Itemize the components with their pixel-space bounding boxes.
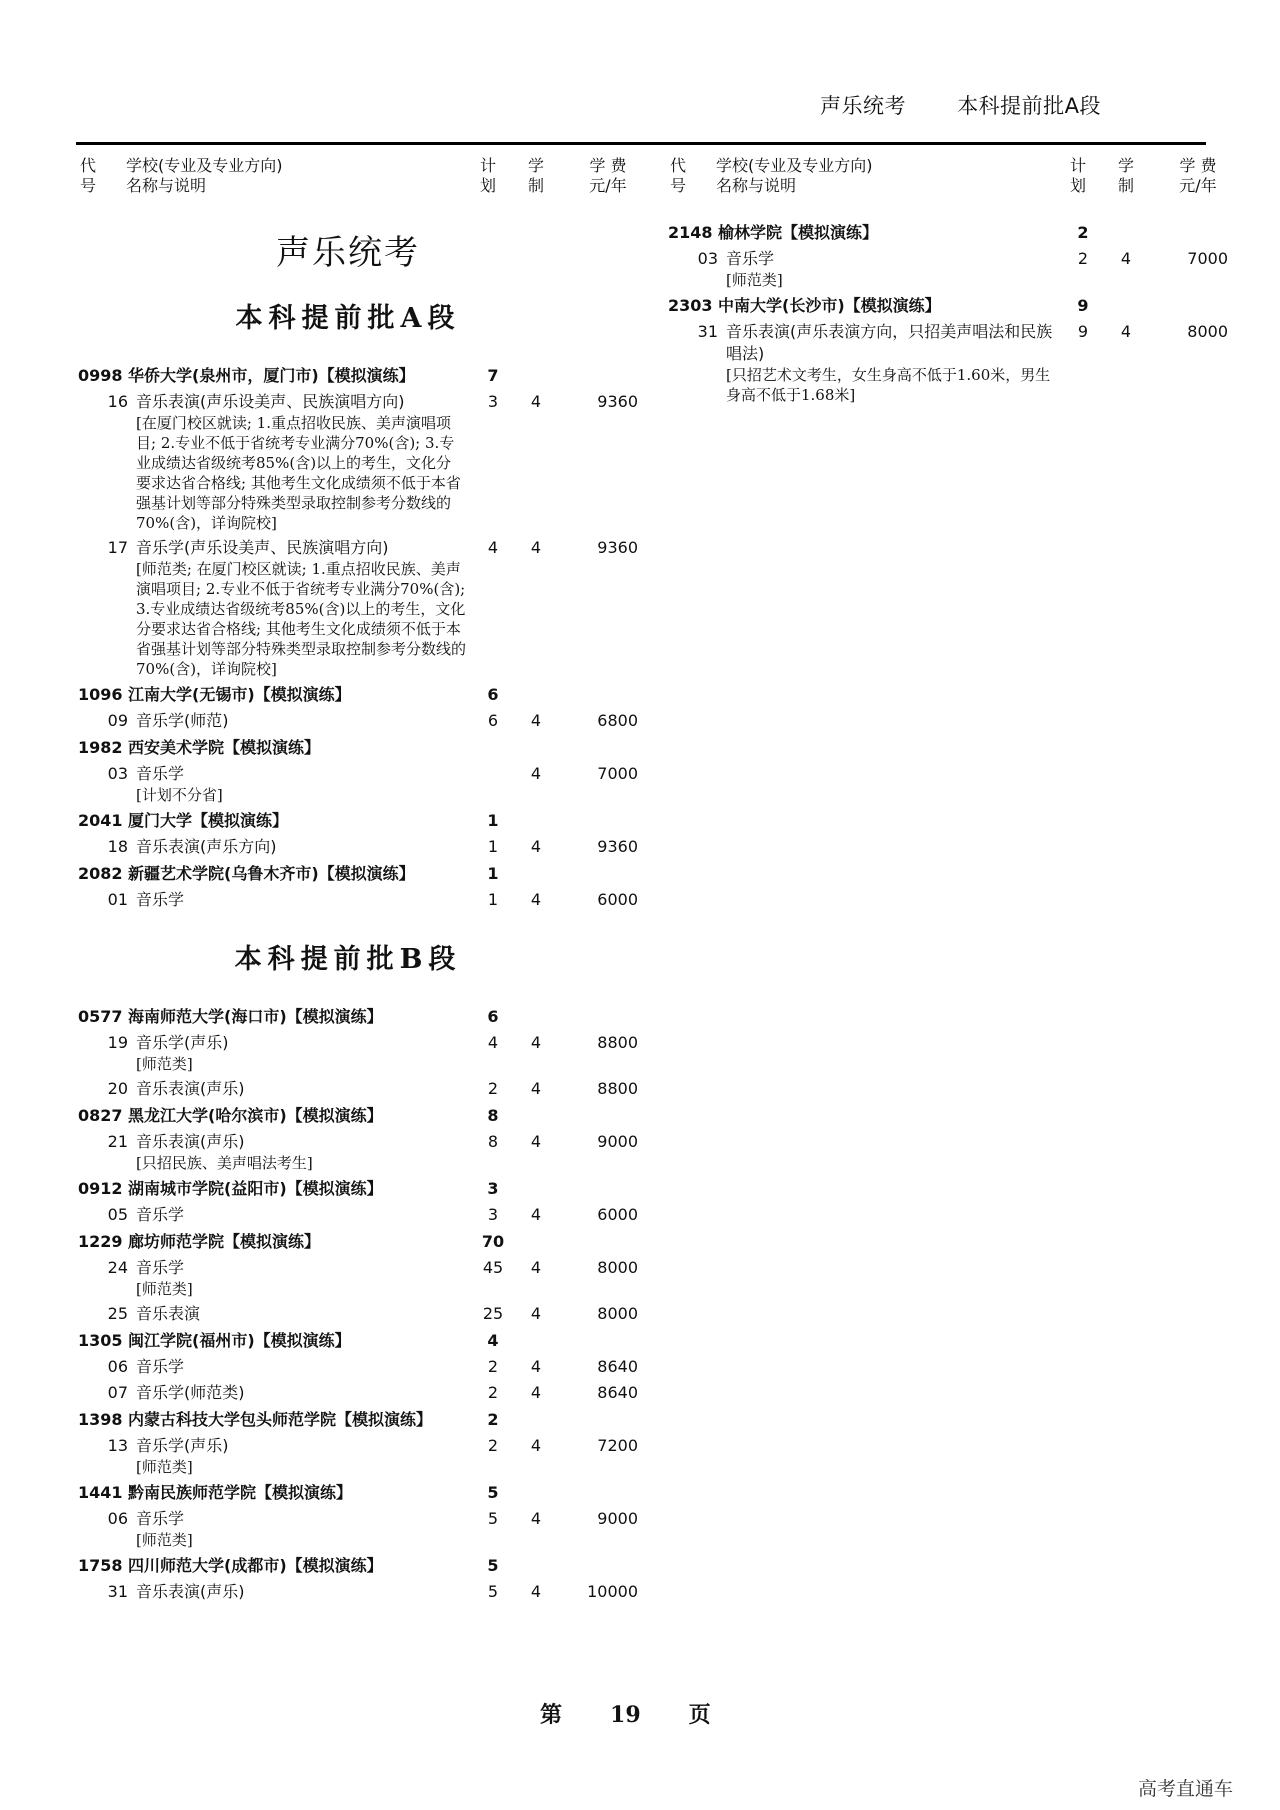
plan-cell: 3	[487, 1179, 499, 1198]
plan-cell: 2	[1077, 249, 1089, 268]
major-name: 音乐表演(声乐)	[136, 1582, 245, 1601]
code-cell: 1758	[78, 1556, 123, 1575]
code-cell: 31	[107, 1582, 128, 1601]
major-row	[78, 1356, 638, 1378]
major-note: [师范类]	[136, 1458, 193, 1476]
school-row	[78, 737, 618, 759]
plan-cell: 2	[1077, 223, 1089, 242]
code-cell: 17	[107, 538, 128, 557]
school-name: 中南大学(长沙市)【模拟演练】	[718, 296, 941, 315]
major-row	[78, 1508, 638, 1530]
major-note: [计划不分省]	[136, 786, 223, 804]
plan-cell: 6	[487, 1007, 499, 1026]
header-fee: 学 费 元/年	[1179, 156, 1217, 195]
code-cell: 1398	[78, 1410, 123, 1429]
school-name: 廊坊师范学院【模拟演练】	[128, 1232, 321, 1251]
school-row	[78, 1482, 618, 1504]
school-name: 榆林学院【模拟演练】	[718, 223, 879, 242]
major-name: 音乐学(声乐)	[136, 1436, 229, 1455]
plan-cell: 25	[482, 1304, 504, 1323]
section-title-b: 本科提前批B段	[234, 944, 462, 975]
code-cell: 2148	[668, 223, 713, 242]
fee-cell: 6000	[597, 1205, 638, 1224]
years-cell: 4	[530, 1079, 542, 1098]
major-name: 音乐学(声乐设美声、民族演唱方向)	[136, 538, 389, 557]
plan-cell: 8	[487, 1106, 499, 1125]
school-row	[78, 1178, 618, 1200]
plan-cell: 6	[487, 711, 499, 730]
years-cell: 4	[530, 1357, 542, 1376]
fee-cell: 7000	[597, 764, 638, 783]
school-name: 海南师范大学(海口市)【模拟演练】	[128, 1007, 383, 1026]
major-row	[668, 248, 1228, 270]
major-row	[78, 1032, 638, 1054]
school-name: 西安美术学院【模拟演练】	[128, 738, 321, 757]
school-row	[668, 222, 1089, 244]
header-plan: 计划	[1070, 156, 1087, 195]
page-number-value: 19	[610, 1702, 641, 1728]
years-cell: 4	[530, 1258, 542, 1277]
years-cell: 4	[530, 1205, 542, 1224]
watermark: 高考直通车	[1138, 1778, 1234, 1800]
fee-cell: 9000	[597, 1509, 638, 1528]
code-cell: 2041	[78, 811, 123, 830]
fee-cell: 9360	[597, 837, 638, 856]
header-school: 学校(专业及专业方向) 名称与说明	[126, 156, 283, 195]
right-column	[668, 217, 1228, 405]
school-name: 华侨大学(泉州市，厦门市)【模拟演练】	[128, 366, 415, 385]
plan-cell: 2	[487, 1436, 499, 1455]
years-cell: 4	[1120, 322, 1132, 341]
years-cell: 4	[530, 890, 542, 909]
plan-cell: 1	[487, 890, 499, 909]
left-column	[78, 225, 638, 1603]
plan-cell: 7	[487, 366, 499, 385]
school-row	[668, 295, 1089, 317]
plan-cell: 1	[487, 811, 499, 830]
major-row	[78, 763, 638, 785]
major-row	[78, 1131, 638, 1153]
major-note: [只招民族、美声唱法考生]	[136, 1154, 313, 1172]
school-name: 厦门大学【模拟演练】	[128, 811, 289, 830]
major-name: 音乐学	[136, 764, 185, 783]
major-name: 音乐学(师范)	[136, 711, 229, 730]
code-cell: 07	[107, 1383, 128, 1402]
code-cell: 31	[697, 322, 718, 341]
major-row	[668, 321, 1228, 365]
plan-cell: 1	[487, 864, 499, 883]
years-cell: 4	[530, 1509, 542, 1528]
major-name: 音乐表演(声乐)	[136, 1132, 245, 1151]
header-plan: 计划	[480, 156, 497, 195]
fee-cell: 9000	[597, 1132, 638, 1151]
major-row	[78, 1257, 638, 1279]
years-cell: 4	[530, 1582, 542, 1601]
code-cell: 1229	[78, 1232, 123, 1251]
code-cell: 03	[697, 249, 718, 268]
fee-cell: 7200	[597, 1436, 638, 1455]
school-row	[78, 1409, 618, 1431]
code-cell: 1096	[78, 685, 123, 704]
plan-cell: 70	[481, 1232, 505, 1251]
header-rule	[76, 142, 1206, 145]
years-cell: 4	[530, 1033, 542, 1052]
major-name: 音乐表演(声乐表演方向，只招美声唱法和民族唱法)	[726, 322, 1053, 363]
code-cell: 1441	[78, 1483, 123, 1502]
fee-cell: 8000	[1187, 322, 1228, 341]
major-note: [师范类]	[136, 1531, 193, 1549]
plan-cell: 2	[487, 1357, 499, 1376]
major-row	[78, 710, 638, 732]
plan-cell: 9	[1077, 296, 1089, 315]
school-row	[78, 365, 618, 387]
running-head-right: 本科提前批A段	[957, 94, 1102, 118]
plan-cell: 5	[487, 1483, 499, 1502]
code-cell: 01	[107, 890, 128, 909]
plan-cell: 2	[487, 1383, 499, 1402]
major-note: [师范类]	[136, 1055, 193, 1073]
major-name: 音乐表演(声乐方向)	[136, 837, 277, 856]
code-cell: 0912	[78, 1179, 123, 1198]
code-cell: 09	[107, 711, 128, 730]
running-head	[820, 90, 1145, 120]
major-name: 音乐表演	[136, 1304, 201, 1323]
plan-cell: 2	[487, 1410, 499, 1429]
school-row	[78, 1105, 618, 1127]
major-note: [师范类]	[726, 271, 783, 289]
plan-cell: 3	[487, 392, 499, 411]
school-row	[78, 1231, 618, 1253]
school-name: 闽江学院(福州市)【模拟演练】	[128, 1331, 351, 1350]
section-title-a: 本科提前批A段	[235, 303, 461, 334]
major-name: 音乐表演(声乐)	[136, 1079, 245, 1098]
page-number	[540, 1698, 759, 1729]
code-cell: 20	[107, 1079, 128, 1098]
major-note: [师范类; 在厦门校区就读; 1.重点招收民族、美声演唱项目; 2.专业不低于省统考专业满分70%(含); 3.专业成绩达省级统考85%(含)以上的考生，文化分要求达省合格线; 其他考生文化成绩须不低于本省强基计划等部分特殊类型录取控制参考分数线的70%(含)，详询院校]	[136, 560, 467, 678]
page-suffix: 页	[688, 1702, 711, 1728]
fee-cell: 8640	[597, 1357, 638, 1376]
code-cell: 0827	[78, 1106, 123, 1125]
fee-cell: 7000	[1187, 249, 1228, 268]
fee-cell: 8800	[597, 1079, 638, 1098]
section-a-list	[78, 365, 638, 911]
code-cell: 25	[107, 1304, 128, 1323]
fee-cell: 10000	[587, 1582, 638, 1601]
code-cell: 0577	[78, 1007, 123, 1026]
code-cell: 24	[107, 1258, 128, 1277]
major-note: [在厦门校区就读; 1.重点招收民族、美声演唱项目; 2.专业不低于省统考专业满分70%(含); 3.专业成绩达省级统考85%(含)以上的考生，文化分要求达省合格线; 其他考生文化成绩须不低于本省强基计划等部分特殊类型录取控制参考分数线的70%(含)，详询院校]	[136, 414, 461, 532]
years-cell: 4	[530, 1436, 542, 1455]
code-cell: 06	[107, 1509, 128, 1528]
major-row	[78, 1382, 638, 1404]
years-cell: 4	[530, 837, 542, 856]
code-cell: 1305	[78, 1331, 123, 1350]
code-cell: 05	[107, 1205, 128, 1224]
fee-cell: 9360	[597, 392, 638, 411]
plan-cell: 3	[487, 1205, 499, 1224]
years-cell: 4	[530, 764, 542, 783]
school-row	[78, 810, 618, 832]
years-cell: 4	[1120, 249, 1132, 268]
school-name: 黔南民族师范学院【模拟演练】	[128, 1483, 353, 1502]
major-row	[78, 1204, 638, 1226]
code-cell: 13	[107, 1436, 128, 1455]
code-cell: 19	[107, 1033, 128, 1052]
years-cell: 4	[530, 711, 542, 730]
plan-cell: 45	[482, 1258, 504, 1277]
code-cell: 2303	[668, 296, 713, 315]
major-row	[78, 889, 638, 911]
school-name: 新疆艺术学院(乌鲁木齐市)【模拟演练】	[128, 864, 415, 883]
major-name: 音乐学	[136, 1509, 185, 1528]
years-cell: 4	[530, 1383, 542, 1402]
code-cell: 06	[107, 1357, 128, 1376]
major-name: 音乐学(声乐)	[136, 1033, 229, 1052]
fee-cell: 9360	[597, 538, 638, 557]
major-name: 音乐学	[136, 1357, 185, 1376]
page-prefix: 第	[540, 1702, 563, 1728]
code-cell: 0998	[78, 366, 123, 385]
plan-cell: 4	[487, 1033, 499, 1052]
years-cell: 4	[530, 1132, 542, 1151]
school-name: 内蒙古科技大学包头师范学院【模拟演练】	[128, 1410, 433, 1429]
plan-cell: 4	[487, 538, 499, 557]
code-cell: 21	[107, 1132, 128, 1151]
fee-cell: 8000	[597, 1258, 638, 1277]
years-cell: 4	[530, 392, 542, 411]
header-school: 学校(专业及专业方向) 名称与说明	[716, 156, 873, 195]
plan-cell: 5	[487, 1509, 499, 1528]
years-cell: 4	[530, 538, 542, 557]
major-name: 音乐学	[136, 1258, 185, 1277]
plan-cell: 2	[487, 1079, 499, 1098]
major-row	[78, 1435, 638, 1457]
page-title: 声乐统考	[276, 233, 420, 273]
years-cell: 4	[530, 1304, 542, 1323]
school-row	[78, 863, 618, 885]
header-fee: 学 费 元/年	[589, 156, 627, 195]
major-name: 音乐学	[726, 249, 775, 268]
school-name: 黑龙江大学(哈尔滨市)【模拟演练】	[128, 1106, 383, 1125]
header-years: 学制	[1118, 156, 1135, 195]
plan-cell: 8	[487, 1132, 499, 1151]
code-cell: 2082	[78, 864, 123, 883]
header-code: 代号	[670, 156, 687, 195]
header-years: 学制	[528, 156, 545, 195]
running-head-left: 声乐统考	[820, 94, 906, 118]
code-cell: 18	[107, 837, 128, 856]
major-row	[78, 1303, 638, 1325]
school-row	[78, 1006, 618, 1028]
major-row	[78, 836, 638, 858]
school-name: 江南大学(无锡市)【模拟演练】	[128, 685, 351, 704]
major-note: [只招艺术文考生，女生身高不低于1.60米，男生身高不低于1.68米]	[726, 366, 1051, 404]
fee-cell: 8000	[597, 1304, 638, 1323]
major-note: [师范类]	[136, 1280, 193, 1298]
fee-cell: 6000	[597, 890, 638, 909]
plan-cell: 5	[487, 1556, 499, 1575]
code-cell: 16	[107, 392, 128, 411]
fee-cell: 8640	[597, 1383, 638, 1402]
major-name: 音乐表演(声乐设美声、民族演唱方向)	[136, 392, 405, 411]
school-name: 湖南城市学院(益阳市)【模拟演练】	[128, 1179, 383, 1198]
plan-cell: 6	[487, 685, 499, 704]
major-row	[78, 1078, 638, 1100]
plan-cell: 9	[1077, 322, 1089, 341]
school-row	[78, 1555, 618, 1577]
code-cell: 1982	[78, 738, 123, 757]
major-row	[78, 1581, 638, 1603]
major-row	[78, 537, 638, 559]
section-b-list	[78, 1006, 638, 1603]
major-name: 音乐学	[136, 1205, 185, 1224]
major-name: 音乐学	[136, 890, 185, 909]
right-list	[668, 222, 1228, 405]
header-code: 代号	[80, 156, 97, 195]
plan-cell: 4	[487, 1331, 499, 1350]
major-row	[78, 391, 638, 413]
code-cell: 03	[107, 764, 128, 783]
school-name: 四川师范大学(成都市)【模拟演练】	[128, 1556, 383, 1575]
school-row	[78, 1330, 618, 1352]
plan-cell: 5	[487, 1582, 499, 1601]
major-name: 音乐学(师范类)	[136, 1383, 245, 1402]
fee-cell: 8800	[597, 1033, 638, 1052]
fee-cell: 6800	[597, 711, 638, 730]
plan-cell: 1	[487, 837, 499, 856]
school-row	[78, 684, 618, 706]
